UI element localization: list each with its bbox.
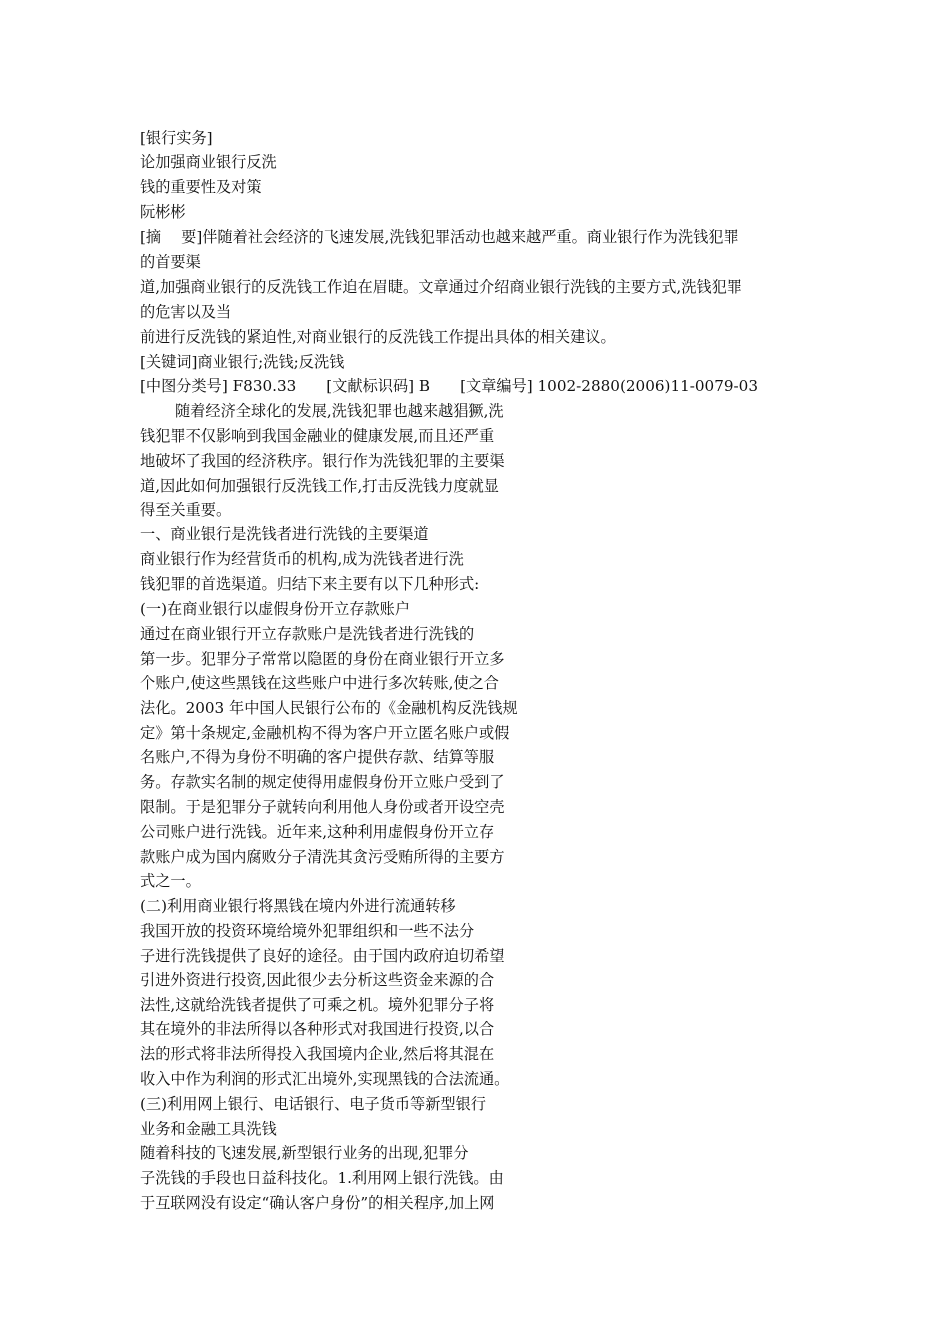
abstract-line: 前进行反洗钱的紧迫性,对商业银行的反洗钱工作提出具体的相关建议。	[140, 328, 616, 346]
body-line: 公司账户进行洗钱。近年来,这种利用虚假身份开立存	[140, 823, 495, 841]
author-name: 阮彬彬	[140, 203, 186, 221]
body-line: 务。存款实名制的规定使得用虚假身份开立账户受到了	[140, 773, 505, 791]
body-line: 引进外资进行投资,因此很少去分析这些资金来源的合	[140, 971, 495, 989]
keywords: [关键词]商业银行;洗钱;反洗钱	[140, 353, 345, 371]
clc-number: [中图分类号] F830.33	[140, 377, 297, 395]
body-line: 款账户成为国内腐败分子清洗其贪污受贿所得的主要方	[140, 848, 505, 866]
subsection-heading: (二)利用商业银行将黑钱在境内外进行流通转移	[140, 897, 456, 915]
subsection-heading: 业务和金融工具洗钱	[140, 1120, 277, 1138]
abstract-line: 的危害以及当	[140, 303, 232, 321]
body-line: 法性,这就给洗钱者提供了可乘之机。境外犯罪分子将	[140, 996, 495, 1014]
classification-row	[140, 374, 758, 398]
section-heading: 一、商业银行是洗钱者进行洗钱的主要渠道	[140, 525, 429, 543]
body-line: 子洗钱的手段也日益科技化。1.利用网上银行洗钱。由	[140, 1169, 504, 1187]
body-line: 通过在商业银行开立存款账户是洗钱者进行洗钱的	[140, 625, 475, 643]
body-line: 法化。2003 年中国人民银行公布的《金融机构反洗钱规	[140, 699, 518, 717]
body-line: 钱犯罪的首选渠道。归结下来主要有以下几种形式:	[140, 575, 480, 593]
body-line: 定》第十条规定,金融机构不得为客户开立匿名账户或假	[140, 724, 510, 742]
body-line: 于互联网没有设定“确认客户身份”的相关程序,加上网	[140, 1194, 495, 1212]
section-tag: [银行实务]	[140, 129, 213, 147]
body-line: 收入中作为利润的形式汇出境外,实现黑钱的合法流通。	[140, 1070, 510, 1088]
body-line: 地破坏了我国的经济秩序。银行作为洗钱犯罪的主要渠	[140, 452, 505, 470]
abstract-line: [摘 要]伴随着社会经济的飞速发展,洗钱犯罪活动也越来越严重。商业银行作为洗钱犯罪	[140, 228, 739, 246]
body-line: 其在境外的非法所得以各种形式对我国进行投资,以合	[140, 1020, 495, 1038]
body-line: 随着经济全球化的发展,洗钱犯罪也越来越猖獗,洗	[175, 402, 504, 420]
body-line: 限制。于是犯罪分子就转向利用他人身份或者开设空壳	[140, 798, 505, 816]
body-line: 法的形式将非法所得投入我国境内企业,然后将其混在	[140, 1045, 495, 1063]
body-line: 随着科技的飞速发展,新型银行业务的出现,犯罪分	[140, 1144, 469, 1162]
body-line: 个账户,使这些黑钱在这些账户中进行多次转账,使之合	[140, 674, 499, 692]
body-line: 道,因此如何加强银行反洗钱工作,打击反洗钱力度就显	[140, 477, 499, 495]
body-line: 式之一。	[140, 872, 201, 890]
abstract-line: 道,加强商业银行的反洗钱工作迫在眉睫。文章通过介绍商业银行洗钱的主要方式,洗钱犯罪	[140, 278, 742, 296]
subsection-heading: (一)在商业银行以虚假身份开立存款账户	[140, 600, 411, 618]
body-line: 第一步。犯罪分子常常以隐匿的身份在商业银行开立多	[140, 650, 505, 668]
body-line: 商业银行作为经营货币的机构,成为洗钱者进行洗	[140, 550, 464, 568]
article-title-line-2: 钱的重要性及对策	[140, 178, 262, 196]
body-line: 得至关重要。	[140, 501, 232, 519]
article-number: [文章编号] 1002-2880(2006)11-0079-03	[460, 377, 759, 395]
article-title-line-1: 论加强商业银行反洗	[140, 153, 277, 171]
body-line: 子进行洗钱提供了良好的途径。由于国内政府迫切希望	[140, 947, 505, 965]
abstract-line: 的首要渠	[140, 253, 201, 271]
document-code: [文献标识码] B	[326, 377, 431, 395]
body-line: 钱犯罪不仅影响到我国金融业的健康发展,而且还严重	[140, 427, 495, 445]
body-line: 我国开放的投资环境给境外犯罪组织和一些不法分	[140, 922, 475, 940]
body-line: 名账户,不得为身份不明确的客户提供存款、结算等服	[140, 748, 495, 766]
subsection-heading: (三)利用网上银行、电话银行、电子货币等新型银行	[140, 1095, 486, 1113]
